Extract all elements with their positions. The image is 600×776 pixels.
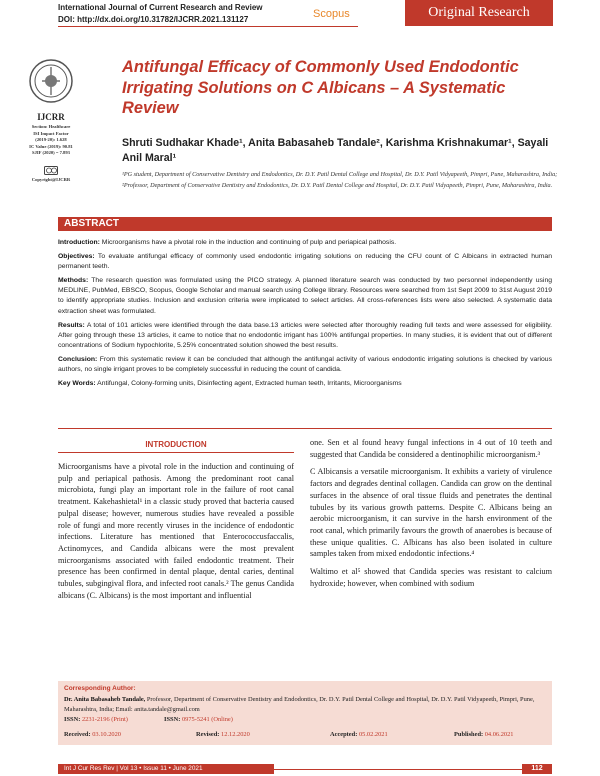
published-date: Published: 04.06.2021 bbox=[454, 731, 514, 738]
article-type-badge: Original Research bbox=[405, 0, 553, 26]
corresponding-details: Dr. Anita Babasaheb Tandale, Professor, Department of Conservative Dentistry and Endodontics, Dr. D.Y. Patil Dental College and Hospital, Dr. D.Y. Patil Vidyapeeth, Pimpri, Pune, Maharashtra, India; Email: anita.tandale@gmail.com bbox=[64, 696, 535, 713]
abstract-objectives: Objectives: To evaluate antifungal efficacy of commonly used endodontic irrigating solutions on reducing the CFU count of C Albicans in extracted human permanent teeth. bbox=[58, 253, 552, 271]
revised-date: Revised: 12.12.2020 bbox=[196, 731, 250, 738]
doi-link[interactable]: DOI: http://dx.doi.org/10.31782/IJCRR.2021.131127 bbox=[58, 15, 249, 24]
section-divider bbox=[58, 428, 552, 429]
abstract-heading: ABSTRACT bbox=[58, 217, 552, 231]
logo-meta-line: Section: Healthcare bbox=[31, 124, 71, 129]
scopus-label: Scopus bbox=[313, 8, 350, 20]
cc-license-icon bbox=[44, 166, 58, 175]
abstract-introduction: Introduction: Microorganisms have a pivotal role in the induction and continuing of pulp and periapical pathosis. bbox=[58, 239, 397, 246]
introduction-rule bbox=[58, 452, 294, 453]
affiliations: ¹PG student, Department of Conservative Dentistry and Endodontics, Dr. D.Y. Patil Dental College and Hospital, Dr. D.Y. Patil Vidyapeeth, Pimpri, Pune, Maharashtra, India; ²Professor, Department of Conservative Dentistry and Endodontics, Dr. D.Y. Patil Dental College and Hospital, Dr. D.Y. Patil Vidyapeeth, Pimpri, Pune, Maharashtra, India. bbox=[122, 171, 558, 190]
abstract-conclusion: Conclusion: From this systematic review it can be concluded that although the antifungal activity of various endodontic irrigating solutions is checked by various authors, no single irrigant proves to be completely successful in reducing the count of candida. bbox=[58, 355, 552, 374]
copyright-text: Copyright@IJCRR bbox=[31, 177, 71, 182]
issn-online: ISSN: 0975-5241 (Online) bbox=[164, 716, 233, 723]
logo-metadata bbox=[18, 124, 84, 157]
footer-citation: Int J Cur Res Rev | Vol 13 • Issue 11 • June 2021 bbox=[58, 764, 274, 774]
issn-print: ISSN: 2231-2196 (Print) bbox=[64, 716, 128, 723]
abstract-body bbox=[58, 238, 552, 393]
abstract-methods: Methods: The research question was formulated using the PICO strategy. A planned literature search was conducted by two personnel independently using MEDLINE, PubMed, EBSCO, Scopus, Google Scholar and manual search using College library. Resources were searched from 1st Sept 2009 to 31st August 2019 to identify appropriate studies. Inclusion and exclusion criteria were implicated to select articles. All cross-references lists were also selected. A systematic data extraction sheet was formulated. bbox=[58, 277, 552, 315]
logo-name: IJCRR bbox=[37, 112, 65, 122]
abstract-keywords: Key Words: Antifungal, Colony-forming units, Disinfecting agent, Extracted human teeth, Irritants, Microorganisms bbox=[58, 380, 402, 388]
article-title: Antifungal Efficacy of Commonly Used Endodontic Irrigating Solutions on C Albicans – A Systematic Review bbox=[122, 58, 519, 117]
logo-meta-line: (2019-20): 1.628 bbox=[35, 137, 67, 143]
intro-left-column bbox=[58, 461, 294, 607]
logo-meta-line: ISI Impact Factor bbox=[33, 130, 69, 136]
logo-meta-line: IC Value (2019): 90.81 bbox=[29, 143, 73, 149]
abstract-results: Results: A total of 101 articles were identified through the data base.13 articles were selected after thoroughly reading full texts and were assessed for eligibility. After going through these 13 articles, it came to notice that no endodontic irrigant has 100% antifungal properties. In many studies, it is evident that out of different concentrations of Sodium hypochlorite, 5.25% concentrated solution showed the best results. bbox=[58, 321, 552, 349]
corresponding-heading: Corresponding Author: bbox=[64, 685, 136, 692]
journal-logo-icon bbox=[28, 58, 74, 104]
received-date: Received: 03.10.2020 bbox=[64, 731, 121, 738]
footer-rule bbox=[274, 769, 522, 770]
intro-paragraph: Microorganisms have a pivotal role in the induction and continuing of pulp and periapical pathosis. Among the predominant root canal microbiota, fungi play an important role in the failure of root canal treatment. Kakehashietal¹ in a classic study proved that bacteria caused pulpal disease; however, numerous studies have revealed a possible role of fungi and more recently viruses in the incidence of endodontic infections. Literature has mentioned that Enterococcusfaccalis, Actinomyces, and Candida albicans were the most prevalent microorganisms associated with failed endodontic treatment. Their presence has been confirmed in dental plaque, dental caries, dentinal tubules, subgingival flora, and infected root canals.² The genus Candida albicans (C. Albicans) is the most important and influential bbox=[58, 462, 294, 600]
page-number: 112 bbox=[522, 764, 552, 774]
accepted-date: Accepted: 05.02.2021 bbox=[330, 731, 388, 738]
journal-name: International Journal of Current Research and Review bbox=[58, 3, 263, 12]
introduction-heading: INTRODUCTION bbox=[145, 440, 207, 449]
logo-meta-line: SJIF (2020) = 7.893 bbox=[32, 150, 70, 156]
corresponding-author-box bbox=[58, 681, 552, 745]
intro-paragraph: C Albicansis a versatile microorganism. It exhibits a variety of virulence factors and degrades dentinal collagen. Candida can grow on the dentinal surfaces in the absence of oral tissue fluids and penetrates the dentinal tubules by its various growth patterns. Despite C. Albicans being an aerobic microorganism, it can survive in the harsh environment of the root canal, which primarily favours the growth of anaerobes is because of these unique qualities. C. Albicans has also been isolated in culture samples taken from mixed endodontic infections.⁴ bbox=[310, 467, 552, 559]
intro-paragraph: one. Sen et al found heavy fungal infections in 4 out of 10 teeth and suggested that Candida be considered a dentinophilic microorganism.³ bbox=[310, 438, 552, 459]
author-list: Shruti Sudhakar Khade¹, Anita Babasaheb Tandale², Karishma Krishnakumar¹, Sayali Anil Maral¹ bbox=[122, 137, 549, 164]
intro-right-column bbox=[310, 437, 552, 595]
header-rule bbox=[58, 26, 358, 27]
intro-paragraph: Waltimo et al⁵ showed that Candida species was resistant to calcium hydroxide; however, when combined with sodium bbox=[310, 567, 552, 588]
